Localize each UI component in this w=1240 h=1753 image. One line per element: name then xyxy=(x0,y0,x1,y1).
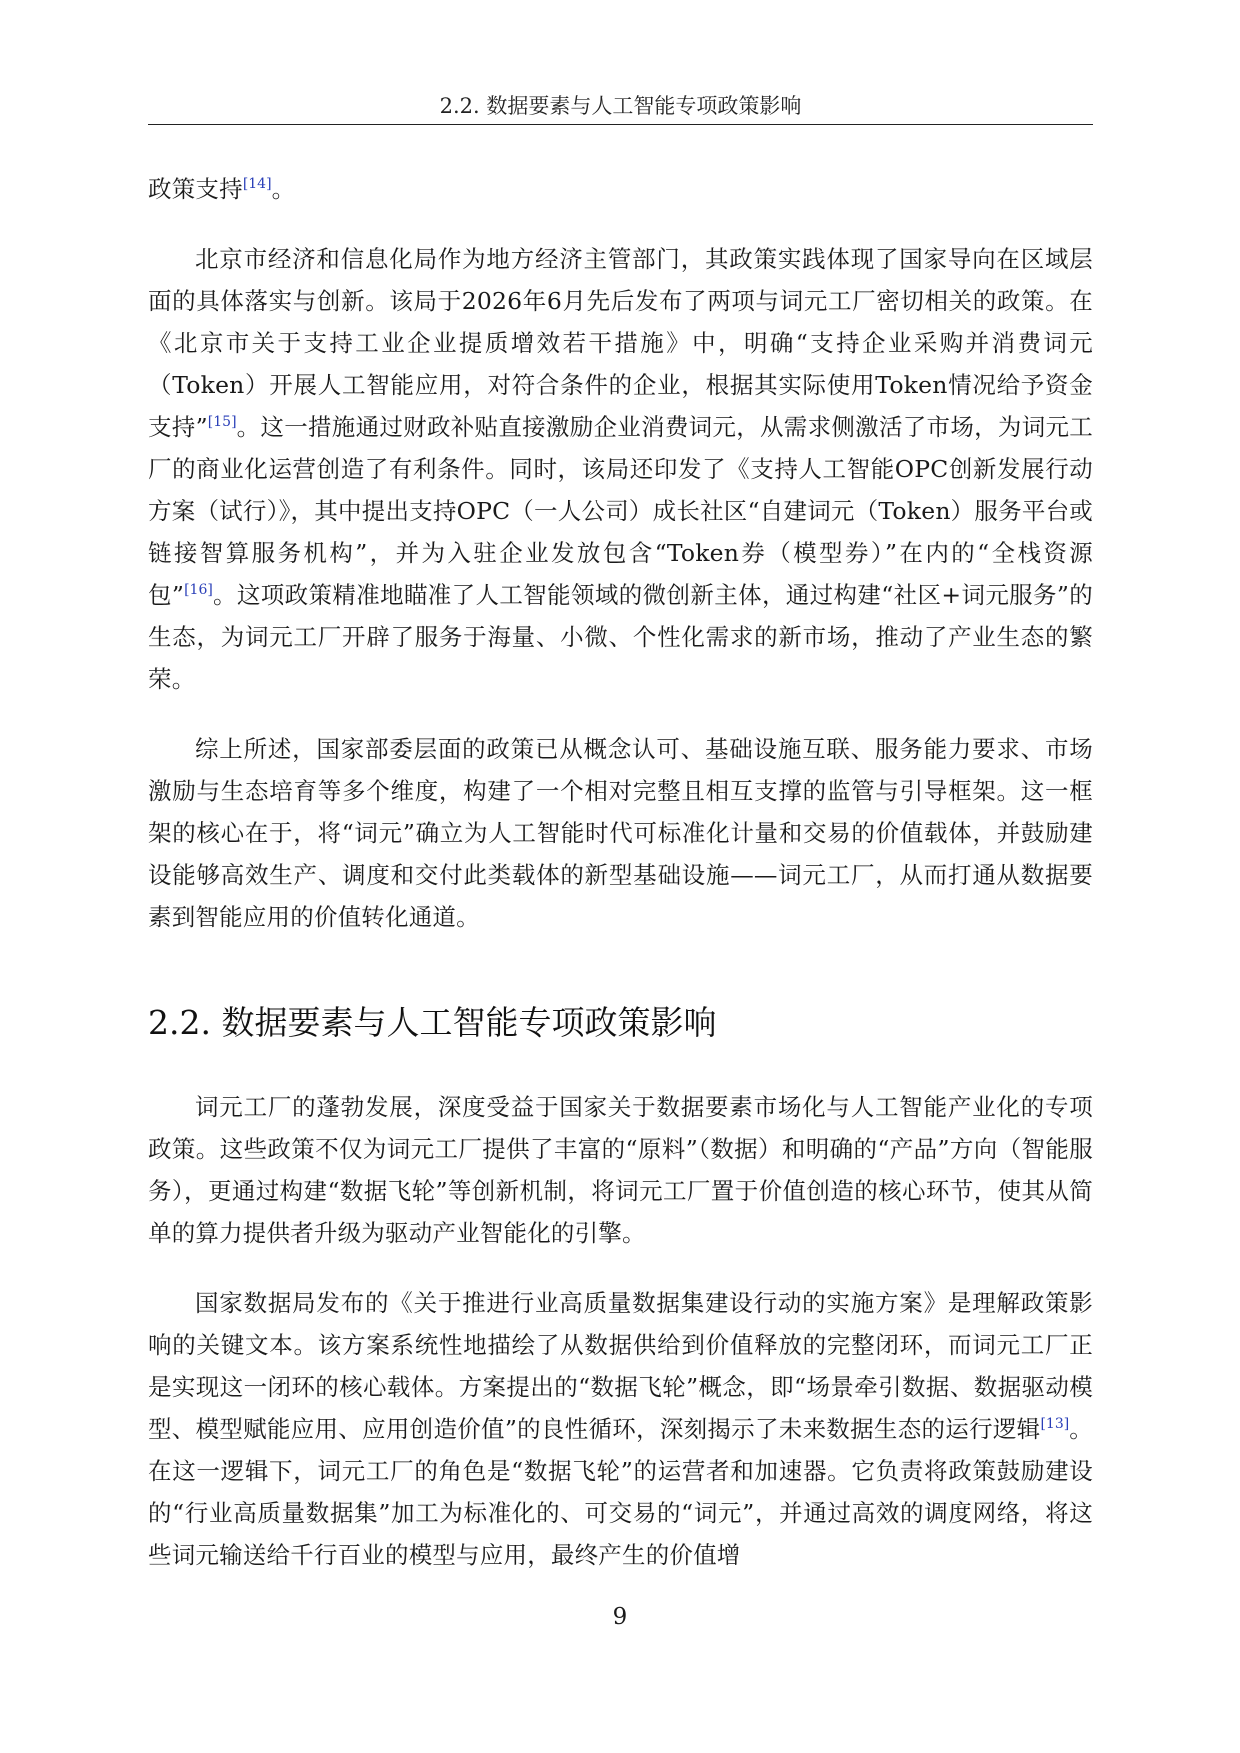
section-heading: 2.2. 数据要素与人工智能专项政策影响 xyxy=(148,1003,717,1042)
citation-link[interactable]: [16] xyxy=(184,582,213,598)
paragraph-intro xyxy=(148,1086,1093,1254)
paragraph-text: 。在这一逻辑下，词元工厂的角色是“数据飞轮”的运营者和加速器。它负责将政策鼓励建设的“行业高质量数据集”加工为标准化的、可交易的“词元”，并通过高效的调度网络，将这些词元输送给千行百业的模型与应用，最终产生的价值增 xyxy=(148,1415,1093,1569)
paragraph-text: 国家数据局发布的《关于推进行业高质量数据集建设行动的实施方案》是理解政策影响的关键文本。该方案系统性地描绘了从数据供给到价值释放的完整闭环，而词元工厂正是实现这一闭环的核心载体。方案提出的“数据飞轮”概念，即“场景牵引数据、数据驱动模型、模型赋能应用、应用创造价值”的良性循环，深刻揭示了未来数据生态的运行逻辑 xyxy=(148,1289,1093,1443)
paragraph-text: 综上所述，国家部委层面的政策已从概念认可、基础设施互联、服务能力要求、市场激励与生态培育等多个维度，构建了一个相对完整且相互支撑的监管与引导框架。这一框架的核心在于，将“词元”确立为人工智能时代可标准化计量和交易的价值载体，并鼓励建设能够高效生产、调度和交付此类载体的新型基础设施——词元工厂，从而打通从数据要素到智能应用的价值转化通道。 xyxy=(148,735,1093,931)
citation-link[interactable]: [15] xyxy=(207,414,237,430)
paragraph-text: 政策支持 xyxy=(148,175,243,203)
paragraph-text: 北京市经济和信息化局作为地方经济主管部门，其政策实践体现了国家导向在区域层面的具体落实与创新。该局于2026年6月先后发布了两项与词元工厂密切相关的政策。在《北京市关于支持工业企业提质增效若干措施》中，明确“支持企业采购并消费词元（Token）开展人工智能应用，对符合条件的企业，根据其实际使用Token情况给予资金支持” xyxy=(148,245,1093,441)
paragraph-text: 词元工厂的蓬勃发展，深度受益于国家关于数据要素市场化与人工智能产业化的专项政策。这些政策不仅为词元工厂提供了丰富的“原料”（数据）和明确的“产品”方向（智能服务），更通过构建“数据飞轮”等创新机制，将词元工厂置于价值创造的核心环节，使其从简单的算力提供者升级为驱动产业智能化的引擎。 xyxy=(148,1093,1093,1247)
paragraph-text: 。这项政策精准地瞄准了人工智能领域的微创新主体，通过构建“社区+词元服务”的生态，为词元工厂开辟了服务于海量、小微、个性化需求的新市场，推动了产业生态的繁荣。 xyxy=(148,581,1093,693)
paragraph-text: 。 xyxy=(271,175,296,203)
paragraph-summary xyxy=(148,728,1093,938)
paragraph-text: 。这一措施通过财政补贴直接激励企业消费词元，从需求侧激活了市场，为词元工厂的商业化运营创造了有利条件。同时，该局还印发了《支持人工智能OPC创新发展行动方案（试行）》，其中提出支持OPC（一人公司）成长社区“自建词元（Token）服务平台或链接智算服务机构”，并为入驻企业发放包含“Token券（模型券）”在内的“全栈资源包” xyxy=(148,413,1093,609)
running-header-title: 2.2. 数据要素与人工智能专项政策影响 xyxy=(439,94,802,118)
paragraph-continuation xyxy=(148,168,1093,210)
citation-link[interactable]: [14] xyxy=(242,176,272,192)
citation-link[interactable]: [13] xyxy=(1040,1416,1070,1432)
page-number: 9 xyxy=(612,1604,628,1630)
page-body xyxy=(148,168,1093,1576)
running-header xyxy=(148,92,1093,125)
paragraph-data-flywheel xyxy=(148,1282,1093,1576)
paragraph-beijing-policy xyxy=(148,238,1093,700)
